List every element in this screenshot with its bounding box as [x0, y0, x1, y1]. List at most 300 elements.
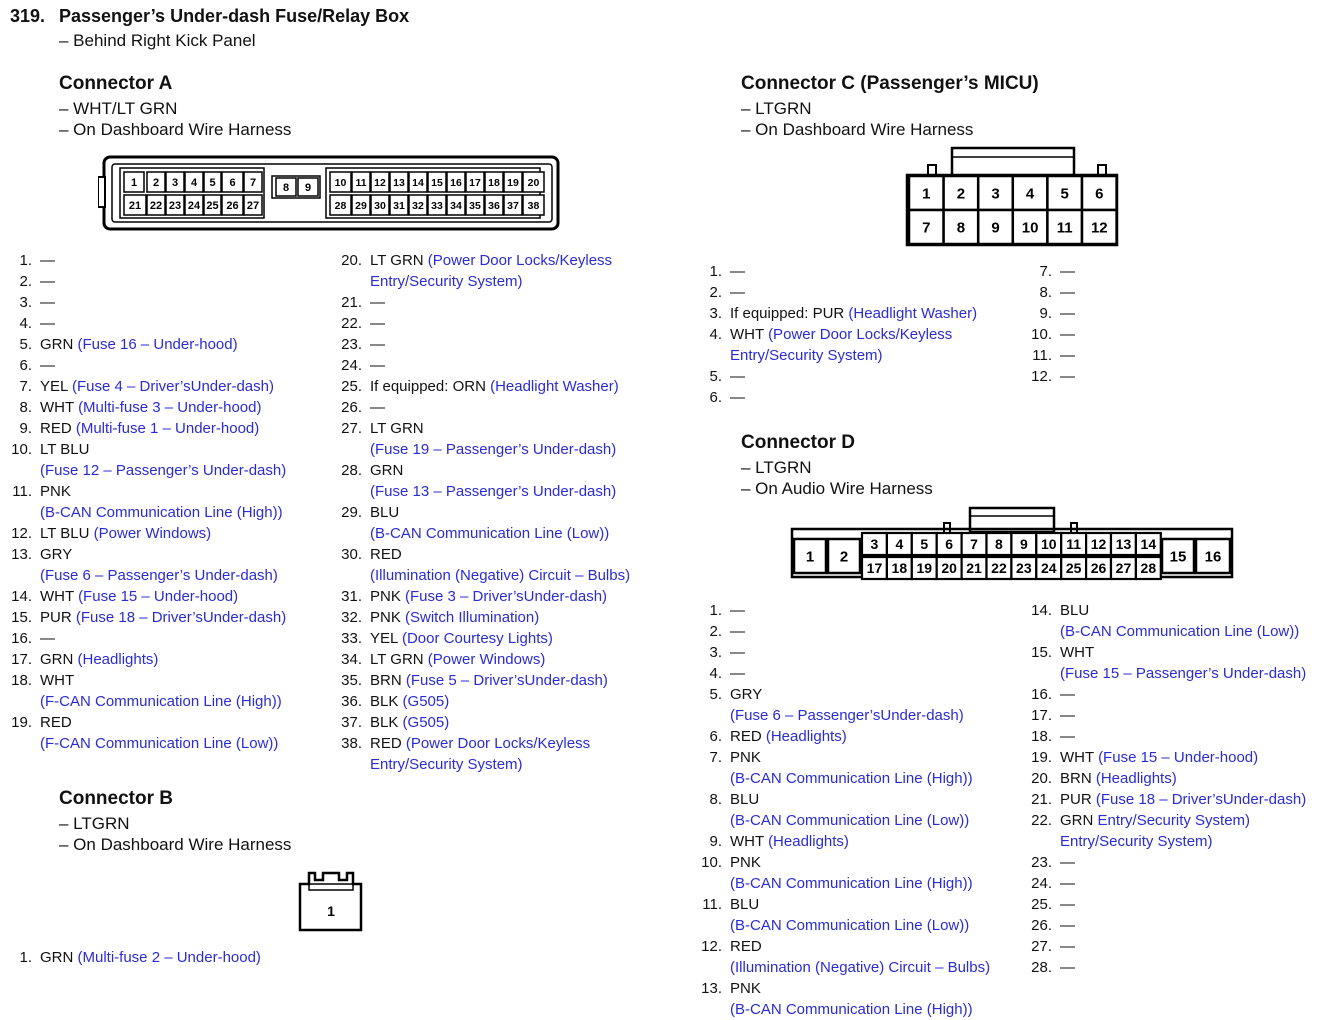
pin-description [1060, 873, 1315, 894]
pin-number: 9. [709, 833, 722, 850]
pin-cavity-label: 20 [527, 176, 540, 189]
circuit-description: (Multi-fuse 3 – Under-hood) [78, 399, 262, 416]
pin-cavity-label: 9 [1019, 536, 1028, 553]
wire-color: — [1060, 959, 1075, 976]
circuit-description-continued: (F-CAN Communication Line (Low)) [40, 735, 279, 752]
connector-c-diagram [904, 145, 1122, 249]
pin-row [340, 670, 660, 691]
pin-row [700, 684, 1020, 726]
pin-number: 1. [709, 602, 722, 619]
wire-color: — [1060, 875, 1075, 892]
wire-color: GRN [40, 949, 74, 966]
wire-color: RED [370, 546, 402, 563]
wire-color: — [730, 665, 745, 682]
pin-number: 25. [1031, 896, 1052, 913]
connector-d-title: Connector D [741, 432, 855, 453]
pin-number: 17. [1031, 707, 1052, 724]
pin-cavity-label: 25 [206, 199, 219, 212]
pin-row [1030, 303, 1310, 324]
pin-row [10, 292, 330, 313]
pin-description [40, 544, 330, 586]
wire-color: PUR [40, 609, 72, 626]
connector-c-harness: – On Dashboard Wire Harness [741, 120, 974, 139]
pin-number: 2. [19, 273, 32, 290]
pin-row [340, 628, 660, 649]
pin-row [340, 376, 660, 397]
wire-color: — [730, 368, 745, 385]
pin-number: 7. [19, 378, 32, 395]
pin-cavity-label: 29 [355, 199, 367, 212]
pin-description [1060, 282, 1310, 303]
pin-number: 3. [709, 644, 722, 661]
pin-description [40, 649, 330, 670]
wire-color: — [1060, 728, 1075, 745]
pin-row [700, 642, 1020, 663]
pin-cavity-label: 3 [991, 185, 1000, 203]
pin-cavity-label: 21 [128, 199, 142, 212]
pin-row [340, 418, 660, 460]
circuit-description: (G505) [402, 693, 450, 710]
wire-color: — [40, 273, 55, 290]
pin-description [730, 789, 1020, 831]
pin-row [1030, 894, 1315, 915]
pin-description [1060, 915, 1315, 936]
pin-cavity-label: 4 [190, 176, 198, 189]
pin-row [10, 397, 330, 418]
connector-b-harness: – On Dashboard Wire Harness [59, 835, 292, 854]
wire-color: — [1060, 917, 1075, 934]
connector-d-pin-list-2 [1030, 600, 1315, 978]
pin-cavity-label: 27 [1115, 560, 1132, 577]
pin-cavity-label: 7 [249, 176, 257, 189]
pin-number: 11. [702, 896, 722, 913]
pin-row [1030, 726, 1315, 747]
pin-cavity-label: 15 [431, 176, 443, 189]
pin-row [1030, 747, 1315, 768]
pin-row [10, 313, 330, 334]
pin-cavity-label: 10 [1021, 219, 1039, 237]
pin-row [1030, 366, 1310, 387]
pin-cavity-label: 5 [920, 536, 929, 553]
wire-color: PUR [1060, 791, 1092, 808]
pin-row [700, 852, 1020, 894]
circuit-description: Entry/Security System) [1097, 812, 1251, 829]
connector-a-color: – WHT/LT GRN [59, 99, 178, 118]
pin-row [1030, 705, 1315, 726]
pin-cavity-label: 12 [1090, 536, 1107, 553]
pin-row [1030, 852, 1315, 873]
pin-number: 38. [341, 735, 362, 752]
pin-row [700, 261, 1020, 282]
pin-number: 26. [1031, 917, 1052, 934]
pin-row [700, 366, 1020, 387]
pin-cavity-label: 36 [488, 199, 500, 212]
pin-cavity-label: 28 [334, 199, 347, 212]
wire-color: YEL [370, 630, 398, 647]
pin-cavity-label: 24 [187, 199, 201, 212]
pin-number: 25. [341, 378, 362, 395]
circuit-description: (Power Windows) [427, 651, 546, 668]
pin-description [370, 544, 660, 586]
pin-description [1060, 936, 1315, 957]
pin-number: 18. [11, 672, 32, 689]
pin-description [370, 292, 660, 313]
wire-color: LT GRN [370, 420, 424, 437]
wire-color: — [1060, 368, 1075, 385]
pin-cavity-label: 1 [130, 176, 138, 189]
wire-color: — [730, 284, 745, 301]
pin-description [730, 621, 1020, 642]
pin-number: 10. [11, 441, 32, 458]
wire-color: — [1060, 263, 1075, 280]
circuit-description: (Headlights) [1095, 770, 1177, 787]
pin-description [730, 387, 1020, 408]
wire-color: GRN [370, 462, 404, 479]
pin-description [370, 334, 660, 355]
pin-number: 19. [11, 714, 32, 731]
wire-color: WHT [730, 326, 764, 343]
connector-c-title: Connector C (Passenger’s MICU) [741, 73, 1039, 94]
pin-number: 23. [341, 336, 362, 353]
pin-row [1030, 642, 1315, 684]
pin-description [370, 712, 660, 733]
pin-number: 6. [709, 728, 722, 745]
pin-description [1060, 303, 1310, 324]
connector-b-pin-list [10, 947, 330, 968]
connector-c-pin-list-2 [1030, 261, 1310, 387]
wire-color: WHT [40, 399, 74, 416]
circuit-description-continued: (Fuse 19 – Passenger’s Under-dash) [370, 441, 617, 458]
pin-description [1060, 324, 1310, 345]
pin-row [10, 712, 330, 754]
connector-b-color: – LTGRN [59, 814, 130, 833]
pin-number: 28. [1031, 959, 1052, 976]
wire-color: GRN [40, 336, 74, 353]
pin-number: 8. [709, 791, 722, 808]
pin-number: 9. [19, 420, 32, 437]
pin-number: 5. [709, 686, 722, 703]
pin-number: 32. [341, 609, 362, 626]
wire-color: WHT [40, 672, 75, 689]
circuit-description: (Headlights) [77, 651, 159, 668]
pin-cavity-label: 34 [450, 199, 462, 212]
wire-color: — [370, 336, 385, 353]
pin-cavity-label: 8 [282, 181, 290, 194]
pin-description [730, 978, 1020, 1020]
pin-cavity-label: 30 [374, 199, 386, 212]
pin-description [40, 586, 330, 607]
connector-c-color: – LTGRN [741, 99, 812, 118]
connector-c-pin-list-1 [700, 261, 1020, 408]
pin-cavity-label: 31 [393, 199, 405, 212]
pin-row [700, 894, 1020, 936]
pin-description [1060, 810, 1315, 852]
wire-color: GRN [1060, 812, 1094, 829]
circuit-description-continued: (B-CAN Communication Line (Low)) [1060, 623, 1300, 640]
pin-cavity-label: 7 [970, 536, 978, 553]
pin-row [10, 271, 330, 292]
wire-color: LT BLU [40, 525, 90, 542]
wire-color: GRY [40, 546, 73, 563]
pin-row [700, 663, 1020, 684]
pin-number: 14. [1031, 602, 1052, 619]
connector-a-pin-list-2 [340, 250, 660, 775]
pin-row [10, 250, 330, 271]
wire-color: — [1060, 938, 1075, 955]
pin-description [730, 303, 1020, 324]
pin-description [730, 936, 1020, 978]
pin-row [700, 387, 1020, 408]
connector-b-shell [300, 873, 361, 930]
pin-cavity-label: 18 [488, 176, 500, 189]
pin-number: 10. [1031, 326, 1052, 343]
pin-number: 31. [341, 588, 362, 605]
pin-number: 22. [341, 315, 362, 332]
pin-description [730, 600, 1020, 621]
pin-number: 3. [709, 305, 722, 322]
pin-cavity-label: 37 [507, 199, 519, 212]
circuit-description-continued: Entry/Security System) [370, 273, 523, 290]
wire-color: BLU [730, 896, 760, 913]
pin-number: 1. [19, 949, 32, 966]
wire-color: — [1060, 896, 1075, 913]
pin-cavity-label: 23 [168, 199, 182, 212]
pin-description [730, 663, 1020, 684]
wire-color: — [1060, 854, 1075, 871]
pin-description [370, 397, 660, 418]
circuit-description-continued: (Illumination (Negative) Circuit – Bulbs) [730, 959, 991, 976]
pin-description [370, 733, 660, 775]
pin-description [730, 324, 1020, 366]
pin-row [340, 712, 660, 733]
pin-cavity-label: 4 [1025, 185, 1035, 203]
pin-description [1060, 789, 1315, 810]
circuit-description-continued: (Fuse 15 – Passenger’s Under-dash) [1060, 665, 1307, 682]
pin-number: 16. [11, 630, 32, 647]
circuit-description: (Fuse 3 – Driver’sUnder-dash) [405, 588, 608, 605]
wire-color: LT BLU [40, 441, 90, 458]
pin-description [370, 460, 660, 502]
pin-cavity-label: 19 [507, 176, 519, 189]
wire-color: — [730, 602, 745, 619]
pin-row [1030, 873, 1315, 894]
pin-cavity-label: 14 [412, 176, 424, 189]
pin-row [10, 670, 330, 712]
wire-color: — [1060, 707, 1075, 724]
wire-color: — [40, 357, 55, 374]
pin-description [730, 282, 1020, 303]
circuit-description: (Multi-fuse 1 – Under-hood) [75, 420, 260, 437]
pin-cavity-label: 33 [431, 199, 443, 212]
pin-row [340, 649, 660, 670]
pin-row [340, 607, 660, 628]
pin-number: 4. [709, 326, 722, 343]
connector-b-lip [309, 884, 353, 890]
pin-number: 37. [341, 714, 362, 731]
pin-number: 2. [709, 284, 722, 301]
pin-cavity-label: 2 [956, 185, 966, 203]
pin-description [1060, 705, 1315, 726]
pin-cavity-label: 24 [1040, 560, 1057, 577]
pin-row [700, 747, 1020, 789]
section-number: 319. [10, 6, 46, 26]
wire-color: — [40, 630, 55, 647]
pin-cavity-label: 7 [922, 219, 931, 237]
pin-number: 20. [341, 252, 362, 269]
pin-number: 27. [341, 420, 362, 437]
circuit-description: (Power Door Locks/Keyless [768, 326, 953, 343]
pin-row [340, 460, 660, 502]
pin-cavity-label: 10 [1040, 536, 1057, 553]
wire-color: BLK [370, 693, 399, 710]
pin-number: 4. [709, 665, 722, 682]
pin-number: 4. [19, 315, 32, 332]
pin-number: 5. [709, 368, 722, 385]
circuit-description: (Headlights) [768, 833, 849, 850]
pin-row [700, 324, 1020, 366]
circuit-description-continued: (Fuse 6 – Passenger’s Under-dash) [40, 567, 278, 584]
pin-row [340, 292, 660, 313]
pin-row [10, 523, 330, 544]
pin-cavity-label: 12 [374, 176, 386, 189]
pin-description [40, 628, 330, 649]
pin-description [1060, 261, 1310, 282]
connector-a-pin-list-1 [10, 250, 330, 754]
wire-color: WHT [40, 588, 74, 605]
circuit-description: (G505) [402, 714, 450, 731]
pin-description [40, 607, 330, 628]
pin-row [1030, 936, 1315, 957]
pin-cavity-label: 3 [870, 536, 879, 553]
pin-row [1030, 810, 1315, 852]
circuit-description-continued: Entry/Security System) [1060, 833, 1213, 850]
pin-cavity-label: 8 [956, 219, 966, 237]
pin-cavity-label: 3 [171, 176, 179, 189]
circuit-description: (Headlight Washer) [490, 378, 619, 395]
pin-number: 13. [701, 980, 722, 997]
pin-cavity-label: 1 [922, 185, 931, 203]
circuit-description: (Switch Illumination) [405, 609, 540, 626]
pin-row [700, 282, 1020, 303]
wire-color: RED [730, 938, 762, 955]
pin-row [1030, 684, 1315, 705]
pin-row [340, 355, 660, 376]
pin-description [40, 292, 330, 313]
connector-c-lock [952, 148, 1074, 176]
pin-number: 20. [1031, 770, 1052, 787]
pin-number: 10. [701, 854, 722, 871]
wire-color: WHT [730, 833, 764, 850]
pin-cavity-label: 1 [805, 548, 815, 566]
wire-color: WHT [1060, 644, 1095, 661]
wire-color: — [730, 389, 745, 406]
wire-color: YEL [40, 378, 68, 395]
pin-cavity-label: 2 [839, 548, 849, 566]
circuit-description-continued: (Illumination (Negative) Circuit – Bulbs) [370, 567, 631, 584]
wire-color: — [1060, 686, 1075, 703]
pin-number: 6. [709, 389, 722, 406]
pin-cavity-label: 12 [1090, 219, 1108, 237]
wire-color: LT GRN [370, 651, 424, 668]
pin-cavity-label: 6 [229, 176, 236, 189]
circuit-description: (Headlight Washer) [848, 305, 978, 322]
pin-row [340, 334, 660, 355]
pin-description [730, 852, 1020, 894]
pin-row [1030, 345, 1310, 366]
pin-description [40, 355, 330, 376]
connector-a-title: Connector A [59, 73, 173, 94]
pin-cavity-label: 13 [393, 176, 405, 189]
pin-description [370, 250, 660, 292]
pin-description [1060, 684, 1315, 705]
wire-color: If equipped: ORN [370, 378, 486, 395]
pin-row [10, 649, 330, 670]
connector-b-title: Connector B [59, 788, 173, 809]
pin-row [700, 726, 1020, 747]
circuit-description-continued: (B-CAN Communication Line (Low)) [730, 917, 970, 934]
pin-number: 26. [341, 399, 362, 416]
pin-number: 34. [341, 651, 362, 668]
pin-description [40, 271, 330, 292]
pin-cavity-label: 26 [1090, 560, 1107, 577]
pin-row [340, 502, 660, 544]
pin-description [40, 670, 330, 712]
pin-number: 15. [11, 609, 32, 626]
pin-description [370, 355, 660, 376]
pin-description [40, 397, 330, 418]
wire-color: — [370, 399, 385, 416]
wire-color: — [370, 357, 385, 374]
pin-description [40, 250, 330, 271]
pin-row [10, 418, 330, 439]
pin-number: 6. [19, 357, 32, 374]
pin-number: 11. [12, 483, 32, 500]
pin-cavity-label: 9 [991, 219, 1000, 237]
pin-number: 28. [341, 462, 362, 479]
wire-color: PNK [730, 854, 761, 871]
pin-cavity-label: 16 [450, 176, 462, 189]
pin-cavity-label: 8 [995, 536, 1003, 553]
pin-description [1060, 894, 1315, 915]
circuit-description-continued: (B-CAN Communication Line (Low)) [730, 812, 970, 829]
pin-number: 21. [341, 294, 362, 311]
pin-cavity-label: 14 [1140, 536, 1157, 553]
wire-color: BLU [370, 504, 400, 521]
pin-number: 23. [1031, 854, 1052, 871]
pin-cavity-label: 17 [866, 560, 883, 577]
wire-color: BLU [730, 791, 760, 808]
pin-description [1060, 768, 1315, 789]
connector-a-harness: – On Dashboard Wire Harness [59, 120, 292, 139]
wire-color: RED [370, 735, 402, 752]
pin-row [700, 789, 1020, 831]
pin-row [10, 586, 330, 607]
pin-description [730, 366, 1020, 387]
pin-description [1060, 366, 1310, 387]
pin-cavity-label: 35 [469, 199, 481, 212]
pin-description [370, 649, 660, 670]
pin-description [370, 607, 660, 628]
pin-cavity-label: 20 [941, 560, 957, 577]
page-subtitle: – Behind Right Kick Panel [59, 31, 256, 50]
pin-cavity-label: 6 [1095, 185, 1104, 203]
pin-number: 1. [19, 252, 32, 269]
pin-cavity-label: 10 [334, 176, 347, 189]
pin-description [1060, 957, 1315, 978]
pin-cavity-label: 27 [246, 199, 260, 212]
pin-description [370, 502, 660, 544]
circuit-description-continued: Entry/Security System) [370, 756, 523, 773]
